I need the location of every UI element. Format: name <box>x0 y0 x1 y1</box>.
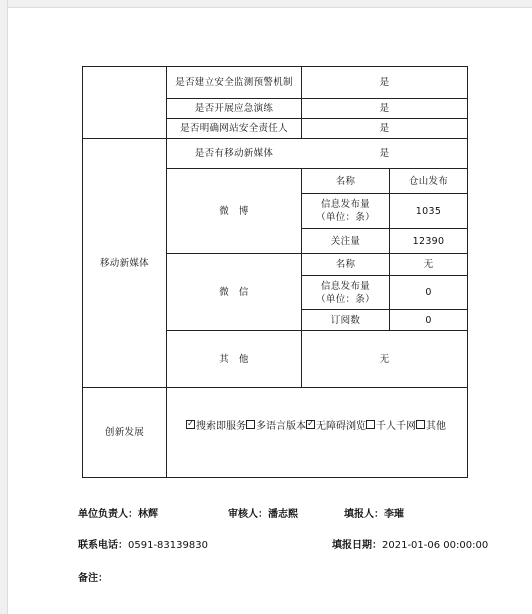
phone-label: 联系电话： <box>78 540 128 551</box>
innovation-options <box>186 416 446 432</box>
option-label: 千人千网 <box>376 420 416 432</box>
weibo-posts-label: 信息发布量（单位：条） <box>316 199 375 223</box>
option-personalized[interactable] <box>366 417 416 432</box>
has-mobile-media-label: 是否有移动新媒体 <box>194 148 274 159</box>
option-search-service[interactable] <box>186 417 246 432</box>
wechat-posts-value: 0 <box>425 287 432 298</box>
checkbox-checked-icon[interactable]: ✓ <box>187 419 194 428</box>
monitoring-value: 是 <box>379 77 390 88</box>
option-label: 多语言版本 <box>256 420 306 432</box>
wechat-label: 微 信 <box>219 286 249 298</box>
weibo-follow-label: 关注量 <box>330 235 361 247</box>
option-other[interactable] <box>416 417 446 432</box>
date-label: 填报日期： <box>332 540 382 551</box>
drill-label: 是否开展应急演练 <box>194 103 274 114</box>
option-label: 其他 <box>426 420 446 432</box>
weibo-name-value: 仓山发布 <box>408 175 449 187</box>
unit-head-label: 单位负责人： <box>78 509 138 520</box>
option-label: 无障碍浏览 <box>316 420 366 432</box>
unit-head <box>78 505 158 520</box>
checkbox-unchecked-icon[interactable] <box>366 420 375 429</box>
option-multilingual[interactable] <box>246 417 306 432</box>
weibo-follow-value: 12390 <box>412 235 445 247</box>
weibo-posts-value: 1035 <box>415 205 442 217</box>
notes-label: 备注： <box>78 573 108 584</box>
wechat-subscribers-label: 订阅数 <box>330 314 361 326</box>
owner-label: 是否明确网站安全责任人 <box>180 123 288 134</box>
filler-label: 填报人： <box>344 509 384 520</box>
reviewer <box>228 505 298 520</box>
reviewer-label: 审核人： <box>228 509 268 520</box>
checkbox-checked-icon[interactable]: ✓ <box>307 419 314 428</box>
wechat-name-value: 无 <box>423 259 434 270</box>
weibo-name-label: 名称 <box>335 175 356 187</box>
mobile-media-section-label: 移动新媒体 <box>99 257 149 269</box>
checkbox-unchecked-icon[interactable] <box>416 420 425 429</box>
reviewer-value: 潘志熙 <box>268 509 298 520</box>
option-accessibility[interactable] <box>306 417 366 432</box>
innovation-label: 创新发展 <box>104 427 145 438</box>
phone-value: 0591-83139830 <box>128 540 208 551</box>
weibo-label: 微 博 <box>219 205 249 217</box>
date-value: 2021-01-06 00:00:00 <box>382 540 489 551</box>
wechat-name-label: 名称 <box>335 259 356 270</box>
notes <box>78 569 108 584</box>
wechat-subscribers-value: 0 <box>425 314 432 326</box>
contact-phone <box>78 536 208 551</box>
other-media-value: 无 <box>379 353 390 365</box>
drill-value: 是 <box>379 103 390 114</box>
other-media-label: 其 他 <box>219 353 249 365</box>
unit-head-value: 林辉 <box>138 509 158 520</box>
filler <box>344 505 404 520</box>
filler-value: 李璀 <box>384 509 404 520</box>
checkbox-unchecked-icon[interactable] <box>246 420 255 429</box>
has-mobile-media-value: 是 <box>379 148 390 159</box>
wechat-posts-label: 信息发布量（单位：条） <box>316 280 375 305</box>
fill-date <box>332 536 488 551</box>
owner-value: 是 <box>379 123 390 134</box>
option-label: 搜索即服务 <box>196 420 246 432</box>
monitoring-label: 是否建立安全监测预警机制 <box>175 77 293 88</box>
